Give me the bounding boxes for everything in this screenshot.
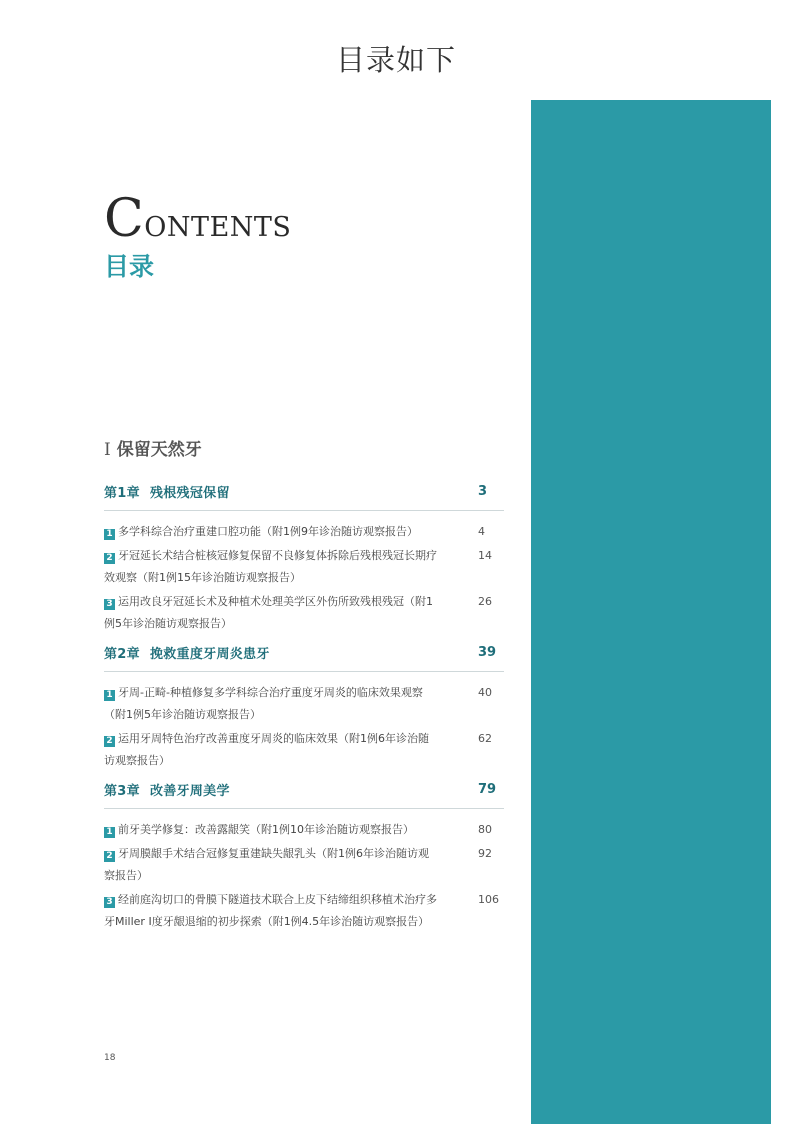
toc-entry[interactable]: [104, 545, 504, 589]
chapter-heading[interactable]: [104, 643, 504, 672]
toc-entry[interactable]: [104, 889, 504, 933]
entry-text-wrap: [104, 843, 438, 887]
entry-text: 牙周膜龈手术结合冠修复重建缺失龈乳头（附1例6年诊治随访观察报告）: [104, 847, 429, 882]
entry-number-badge: 2: [104, 553, 115, 564]
toc-entry[interactable]: [104, 819, 504, 841]
entry-page: 106: [478, 893, 499, 906]
entry-text: 多学科综合治疗重建口腔功能（附1例9年诊治随访观察报告）: [118, 525, 418, 538]
entry-text-wrap: [104, 682, 438, 726]
chapter-label: [104, 643, 270, 662]
chapter-page: 3: [478, 484, 488, 499]
toc-entry[interactable]: [104, 682, 504, 726]
entry-page: 62: [478, 732, 492, 745]
page-header-title: 目录如下: [335, 43, 456, 77]
toc-entry[interactable]: [104, 728, 504, 772]
chapter-block-3: [104, 780, 504, 933]
entry-page: 14: [478, 549, 492, 562]
table-of-contents: [104, 482, 504, 941]
chapter-heading[interactable]: [104, 482, 504, 511]
entry-page: 4: [478, 525, 485, 538]
entry-text: 运用牙周特色治疗改善重度牙周炎的临床效果（附1例6年诊治随访观察报告）: [104, 732, 429, 767]
toc-entry[interactable]: [104, 591, 504, 635]
entry-text: 牙冠延长术结合桩核冠修复保留不良修复体拆除后残根残冠长期疗效观察（附1例15年诊治随访观察报告）: [104, 549, 437, 584]
chapter-title: 残根残冠保留: [149, 486, 230, 501]
entry-text-wrap: [104, 819, 438, 841]
chapter-page: 39: [478, 645, 497, 660]
chapter-title: 改善牙周美学: [149, 784, 230, 799]
entry-text-wrap: [104, 521, 438, 543]
part-numeral: I: [104, 440, 111, 460]
part-title-text: 保留天然牙: [116, 440, 202, 460]
chapter-label: [104, 482, 230, 501]
entry-page: 26: [478, 595, 492, 608]
toc-entry[interactable]: [104, 843, 504, 887]
entry-text: 经前庭沟切口的骨膜下隧道技术联合上皮下结缔组织移植术治疗多牙Miller Ⅰ度牙龈退缩的初步探索（附1例4.5年诊治随访观察报告）: [104, 893, 437, 928]
page-number: 18: [104, 1053, 116, 1063]
entry-text-wrap: [104, 591, 438, 635]
entry-number-badge: 2: [104, 851, 115, 862]
entry-page: 92: [478, 847, 492, 860]
contents-subtitle: 目录: [104, 252, 155, 281]
entry-number-badge: 3: [104, 897, 115, 908]
chapter-block-1: [104, 482, 504, 635]
toc-entry[interactable]: [104, 521, 504, 543]
entry-number-badge: 2: [104, 736, 115, 747]
entry-text: 前牙美学修复：改善露龈笑（附1例10年诊治随访观察报告）: [118, 823, 414, 836]
entry-text-wrap: [104, 545, 438, 589]
entry-text-wrap: [104, 728, 438, 772]
entry-number-badge: 1: [104, 529, 115, 540]
chapter-page: 79: [478, 782, 497, 797]
chapter-heading[interactable]: [104, 780, 504, 809]
entry-number-badge: 1: [104, 827, 115, 838]
chapter-title: 挽救重度牙周炎患牙: [149, 647, 270, 662]
entry-page: 80: [478, 823, 492, 836]
chapter-number: 第1章: [104, 486, 140, 501]
entry-number-badge: 3: [104, 599, 115, 610]
chapter-block-2: [104, 643, 504, 772]
entry-page: 40: [478, 686, 492, 699]
chapter-label: [104, 780, 230, 799]
entry-number-badge: 1: [104, 690, 115, 701]
teal-side-band: [531, 100, 771, 1124]
part-title: [104, 442, 202, 459]
chapter-number: 第3章: [104, 784, 140, 799]
entry-text: 牙周-正畸-种植修复多学科综合治疗重度牙周炎的临床效果观察（附1例5年诊治随访观察报告）: [104, 686, 423, 721]
entry-text: 运用改良牙冠延长术及种植术处理美学区外伤所致残根残冠（附1例5年诊治随访观察报告）: [104, 595, 433, 630]
entry-text-wrap: [104, 889, 438, 933]
chapter-number: 第2章: [104, 647, 140, 662]
contents-title: Contents: [104, 189, 292, 249]
